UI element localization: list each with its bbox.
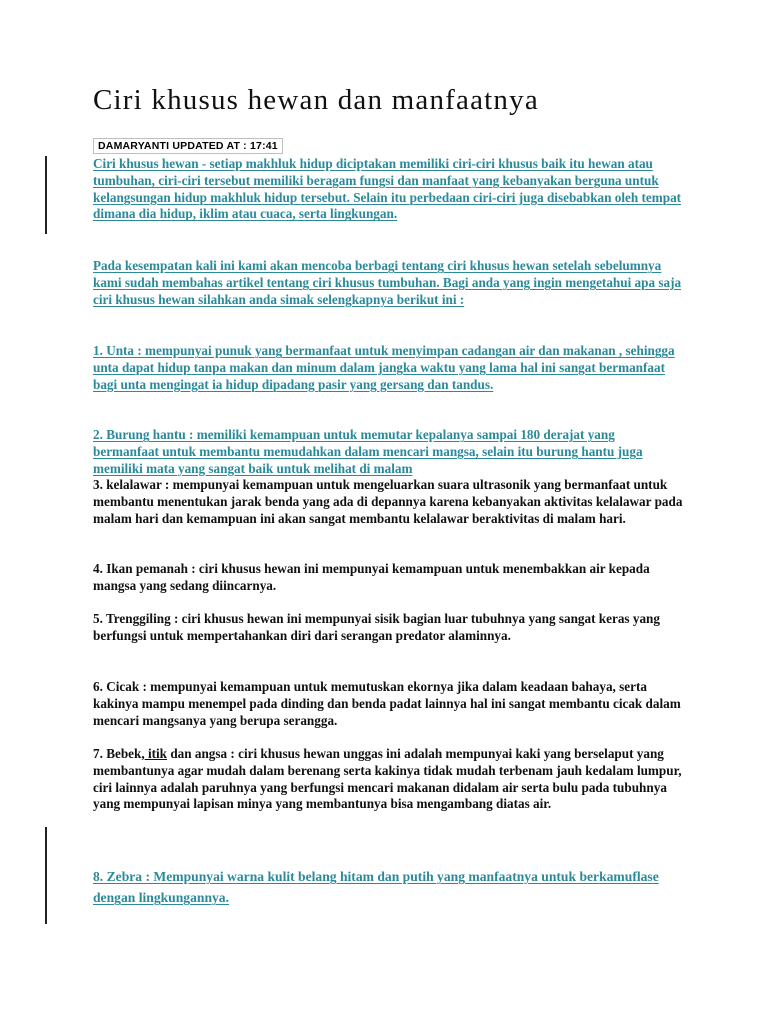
item-bebek <box>93 746 683 813</box>
article-title: Ciri khusus hewan dan manfaatnya <box>93 84 539 116</box>
item-cicak: 6. Cicak : mempunyai kemampuan untuk memutuskan ekornya jika dalam keadaan bahaya, serta kakinya mampu menempel pada dinding dan benda padat lainnya hal ini sangat membantu cicak dalam mencari mangsanya yang berupa serangga. <box>93 679 681 728</box>
margin-bar-top <box>45 156 47 234</box>
itik-link[interactable]: itik <box>144 746 168 761</box>
author-updated-label: DAMARYANTI UPDATED AT : 17:41 <box>93 138 283 154</box>
margin-bar-bottom <box>45 827 47 924</box>
item-bebek-prefix: 7. Bebek, <box>93 746 145 761</box>
item-bebek-rest: dan angsa : ciri khusus hewan unggas ini adalah mempunyai kaki yang berselaput yang membantunya agar mudah dalam berenang serta kakinya tidak mudah terbenam jauh kedalam lumpur, ciri lainnya adalah paruhnya yang berfungsi mencari makanan didalam air serta bulu pada tubuhnya yang mempunyai lapisan minya yang membantunya bisa mengambang diatas air. <box>93 746 682 812</box>
intro-paragraph-link[interactable]: Ciri khusus hewan - setiap makhluk hidup diciptakan memiliki ciri-ciri khusus baik itu hewan atau tumbuhan, ciri-ciri tersebut memiliki beragam fungsi dan manfaat yang kebanyakan berguna untuk kelangsungan hidup makhluk hidup tersebut. Selain itu perbedaan ciri-ciri juga disebabkan oleh tempat dimana dia hidup, iklim atau cuaca, serta lingkungan. <box>93 156 682 222</box>
item-burung-hantu-link[interactable]: 2. Burung hantu : memiliki kemampuan untuk memutar kepalanya sampai 180 derajat yang bermanfaat untuk membantu memudahkan dalam mencari mangsa, selain itu burung hantu juga memiliki mata yang sangat baik untuk melihat di malam <box>93 427 643 476</box>
item-ikan-pemanah: 4. Ikan pemanah : ciri khusus hewan ini mempunyai kemampuan untuk menembakkan air kepada mangsa yang sedang diincarnya. <box>93 561 650 593</box>
item-unta-link[interactable]: 1. Unta : mempunyai punuk yang bermanfaat untuk menyimpan cadangan air dan makanan , sehingga unta dapat hidup tanpa makan dan minum dalam jangka waktu yang lama hal ini sangat bermanfaat bagi unta mengingat ia hidup dipadang pasir yang gersang dan tandus. <box>93 343 675 392</box>
intro2-paragraph-link[interactable]: Pada kesempatan kali ini kami akan mencoba berbagi tentang ciri khusus hewan setelah sebelumnya kami sudah membahas artikel tentang ciri khusus tumbuhan. Bagi anda yang ingin mengetahui apa saja ciri khusus hewan silahkan anda simak selengkapnya berikut ini : <box>93 258 682 307</box>
item-zebra-link[interactable]: 8. Zebra : Mempunyai warna kulit belang hitam dan putih yang manfaatnya untuk berkamuflase dengan lingkungannya. <box>93 869 659 905</box>
item-trenggiling: 5. Trenggiling : ciri khusus hewan ini mempunyai sisik bagian luar tubuhnya yang sangat keras yang berfungsi untuk mempertahankan diri dari serangan predator alaminnya. <box>93 611 660 643</box>
item-kelalawar: 3. kelalawar : mempunyai kemampuan untuk mengeluarkan suara ultrasonik yang bermanfaat untuk membantu menentukan jarak benda yang ada di depannya karena kebanyakan aktivitas kelalawar pada malam hari dan kemampuan ini akan sangat membantu kelalawar beraktivitas di malam hari. <box>93 477 683 526</box>
